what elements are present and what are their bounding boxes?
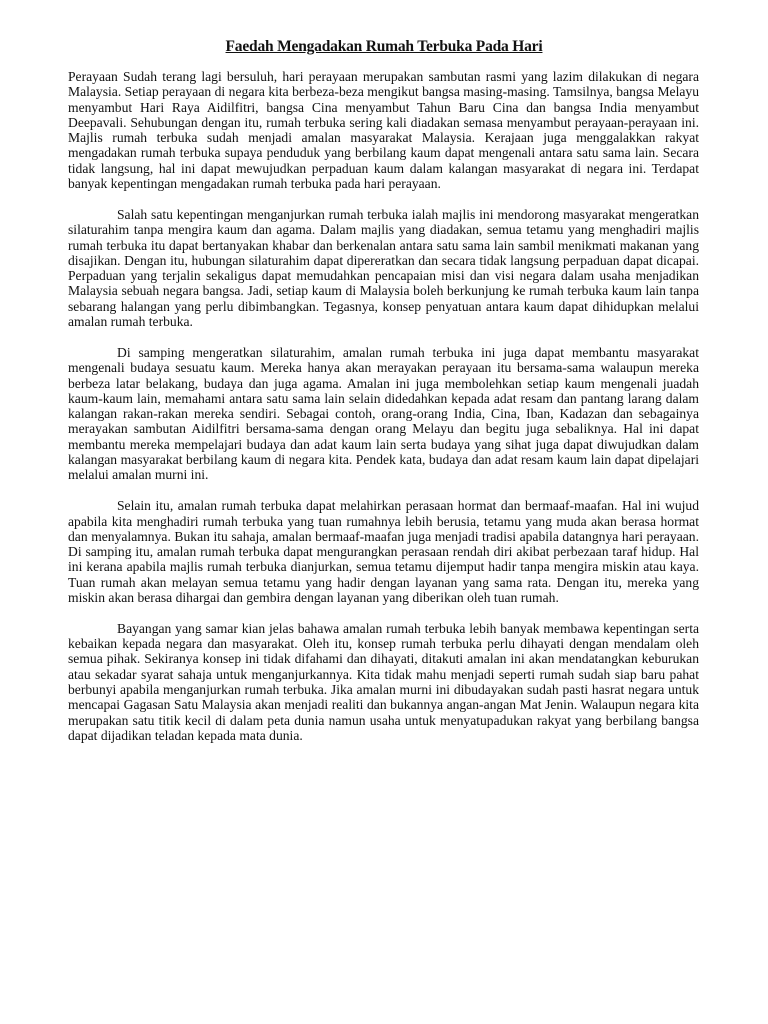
paragraph-budaya: Di samping mengeratkan silaturahim, amalan rumah terbuka ini juga dapat membantu masyarakat mengenali budaya sesuatu kaum. Mereka hanya akan merayakan perayaan itu bersama-sama walaupun mereka berbeza latar belakang, budaya dan juga agama. Amalan ini juga membolehkan setiap kaum mengenali juadah kaum-kaum lain, memahami antara satu sama lain selain didedahkan kepada adat resam dan pantang larang dalam kalangan rakan-rakan mereka sendiri. Sebagai contoh, orang-orang India, Cina, Iban, Kadazan dan sebagainya merayakan sambutan Aidilfitri bersama-sama dengan orang Melayu dan begitu juga sebaliknya. Hal ini dapat membantu mereka mempelajari budaya dan adat kaum lain serta budaya yang sihat juga dapat diwujudkan dalam kalangan masyarakat berbilang kaum di negara kita. Pendek kata, budaya dan adat resam kaum lain dapat dipelajari melalui amalan murni ini. [68,344,699,483]
paragraph-introduction: Perayaan Sudah terang lagi bersuluh, hari perayaan merupakan sambutan rasmi yang lazim dilakukan di negara Malaysia. Setiap perayaan di negara kita berbeza-beza mengikut bangsa masing-masing. Tamsilnya, bangsa Melayu menyambut Hari Raya Aidilfitri, bangsa Cina menyambut Tahun Baru Cina dan bangsa India menyambut Deepavali. Sehubungan dengan itu, rumah terbuka sering kali diadakan semasa menyambut perayaan-perayaan ini. Majlis rumah terbuka sudah menjadi amalan masyarakat Malaysia. Kerajaan juga menggalakkan rakyat mengadakan rumah terbuka supaya penduduk yang berbilang kaum dapat mengenali antara satu sama lain. Secara tidak langsung, hal ini dapat mewujudkan perpaduan kaum dalam kalangan masyarakat di negara ini. Terdapat banyak kepentingan mengadakan rumah terbuka pada hari perayaan. [68,69,699,192]
paragraph-silaturahim: Salah satu kepentingan menganjurkan rumah terbuka ialah majlis ini mendorong masyarakat mengeratkan silaturahim tanpa mengira kaum dan agama. Dalam majlis yang diadakan, semua tetamu yang menghadiri majlis rumah terbuka itu dapat bertanyakan khabar dan berkenalan antara satu sama lain sambil menikmati makanan yang disajikan. Dengan itu, hubungan silaturahim dapat dipereratkan dan secara tidak langsung perpaduan dapat dicapai. Perpaduan yang terjalin sekaligus dapat memudahkan pencapaian misi dan visi negara dalam usaha menjadikan Malaysia sebuah negara bangsa. Jadi, setiap kaum di Malaysia boleh berkunjung ke rumah terbuka kaum lain tanpa sebarang halangan yang perlu dibimbangkan. Tegasnya, konsep penyatuan antara kaum dapat dihidupkan melalui amalan rumah terbuka. [68,206,699,330]
paragraph-hormat: Selain itu, amalan rumah terbuka dapat melahirkan perasaan hormat dan bermaaf-maafan. Hal ini wujud apabila kita menghadiri rumah terbuka yang tuan rumahnya lebih berusia, tetamu yang muda akan berasa hormat dan menyalamnya. Bukan itu sahaja, amalan bermaaf-maafan juga menjadi tradisi apabila datangnya hari perayaan. Di samping itu, amalan rumah terbuka dapat mengurangkan perasaan rendah diri akibat perbezaan taraf hidup. Hal ini kerana apabila majlis rumah terbuka dianjurkan, semua tetamu dijemput hadir tanpa mengira miskin atau kaya. Tuan rumah akan melayan semua tetamu yang hadir dengan layanan yang sama rata. Dengan itu, mereka yang miskin akan berasa dihargai dan gembira dengan layanan yang diberikan oleh tuan rumah. [68,498,699,605]
document-title: Faedah Mengadakan Rumah Terbuka Pada Hari [225,38,543,55]
paragraph-conclusion: Bayangan yang samar kian jelas bahawa amalan rumah terbuka lebih banyak membawa kepentingan serta kebaikan kepada negara dan masyarakat. Oleh itu, konsep rumah terbuka perlu dihayati dengan mendalam oleh semua pihak. Sekiranya konsep ini tidak difahami dan dihayati, ditakuti amalan ini akan mendatangkan keburukan atau sekadar syarat sahaja untuk menganjurkannya. Kita tidak mahu menjadi seperti rumah sudah siap baru pahat berbunyi apabila menganjurkan rumah terbuka. Jika amalan murni ini dibudayakan sudah pasti hasrat negara untuk mencapai Gagasan Satu Malaysia akan menjadi realiti dan bukannya angan-angan Mat Jenin. Walaupun negara kita merupakan satu titik kecil di dalam peta dunia namun usaha untuk menyatupadukan rakyat yang berbilang bangsa dapat dijadikan teladan kepada mata dunia. [68,620,699,743]
document-body [68,69,699,759]
